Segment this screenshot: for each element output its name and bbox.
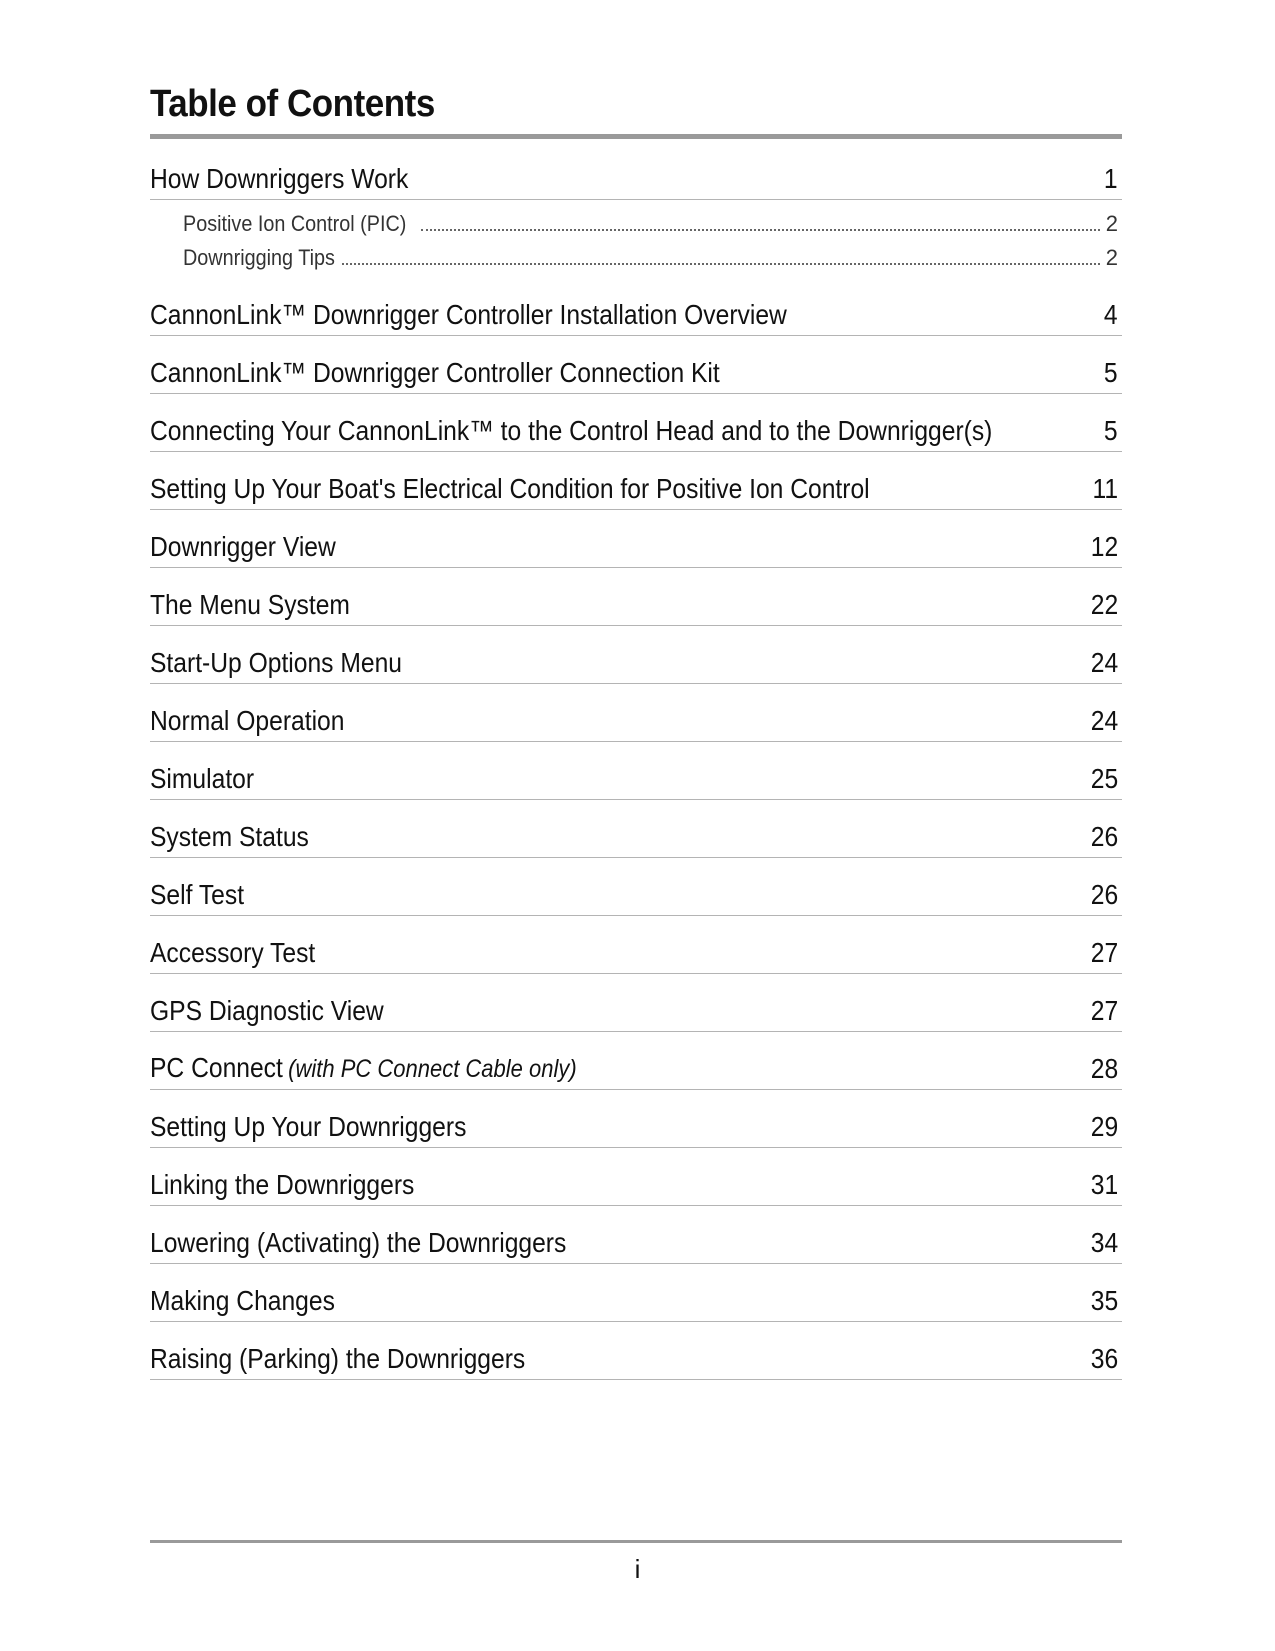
toc-entry-title: Lowering (Activating) the Downriggers — [150, 1227, 567, 1258]
toc-subentry-positive-ion-control[interactable] — [183, 204, 1122, 238]
toc-entry-system-status[interactable] — [150, 800, 1122, 858]
toc-entry-page: 26 — [1090, 821, 1118, 852]
toc-entry-menu-system[interactable] — [150, 568, 1122, 626]
toc-subentry-page: 2 — [1105, 245, 1118, 270]
toc-entry-page: 27 — [1090, 937, 1118, 968]
toc-entry-title-wrap — [150, 1051, 577, 1086]
toc-entry-page: 35 — [1090, 1285, 1118, 1316]
toc-entry-title: The Menu System — [150, 589, 350, 620]
table-of-contents — [150, 158, 1122, 1380]
toc-entry-page: 36 — [1090, 1343, 1118, 1374]
toc-entry-title: Setting Up Your Downriggers — [150, 1111, 467, 1142]
toc-entry-connecting-cannonlink[interactable] — [150, 394, 1122, 452]
toc-entry-page: 26 — [1090, 879, 1118, 910]
toc-entry-simulator[interactable] — [150, 742, 1122, 800]
toc-entry-title: Start-Up Options Menu — [150, 647, 402, 678]
toc-entry-title: Normal Operation — [150, 705, 345, 736]
toc-entry-self-test[interactable] — [150, 858, 1122, 916]
page-number: i — [634, 1554, 641, 1584]
footer-divider — [150, 1540, 1122, 1543]
toc-entry-title: Accessory Test — [150, 937, 316, 968]
dot-leader — [421, 229, 1100, 231]
toc-entry-making-changes[interactable] — [150, 1264, 1122, 1322]
toc-entry-title: Self Test — [150, 879, 245, 910]
toc-entry-lowering-downriggers[interactable] — [150, 1206, 1122, 1264]
toc-subentry-page: 2 — [1105, 211, 1118, 236]
toc-entry-page: 29 — [1090, 1111, 1118, 1142]
toc-subentry-title: Positive Ion Control (PIC) — [183, 211, 407, 236]
toc-entry-page: 5 — [1104, 357, 1118, 388]
toc-entry-title: Connecting Your CannonLink™ to the Control Head and to the Downrigger(s) — [150, 415, 993, 446]
toc-entry-title: Setting Up Your Boat's Electrical Condition for Positive Ion Control — [150, 473, 870, 504]
toc-entry-page: 1 — [1104, 163, 1118, 194]
page-title: Table of Contents — [150, 83, 435, 125]
toc-entry-electrical-condition[interactable] — [150, 452, 1122, 510]
toc-entry-raising-downriggers[interactable] — [150, 1322, 1122, 1380]
toc-entry-title: System Status — [150, 821, 309, 852]
toc-entry-page: 31 — [1090, 1169, 1118, 1200]
toc-entry-page: 24 — [1090, 705, 1118, 736]
dot-leader — [342, 263, 1100, 265]
toc-subentry-downrigging-tips[interactable] — [183, 238, 1122, 272]
title-divider — [150, 134, 1122, 139]
toc-entry-page: 22 — [1090, 589, 1118, 620]
toc-entry-page: 5 — [1104, 415, 1118, 446]
toc-entry-connection-kit[interactable] — [150, 336, 1122, 394]
toc-entry-title: Simulator — [150, 763, 255, 794]
toc-entry-installation-overview[interactable] — [150, 278, 1122, 336]
toc-entry-title: Raising (Parking) the Downriggers — [150, 1343, 526, 1374]
toc-entry-how-downriggers-work[interactable] — [150, 158, 1122, 200]
toc-entry-downrigger-view[interactable] — [150, 510, 1122, 568]
toc-entry-page: 11 — [1092, 473, 1118, 504]
toc-entry-page: 27 — [1090, 995, 1118, 1026]
toc-entry-page: 24 — [1090, 647, 1118, 678]
toc-entry-start-up-options[interactable] — [150, 626, 1122, 684]
toc-entry-title: How Downriggers Work — [150, 163, 409, 194]
toc-entry-title: PC Connect — [150, 1052, 283, 1083]
toc-entry-pc-connect[interactable] — [150, 1032, 1122, 1090]
toc-entry-page: 4 — [1104, 299, 1118, 330]
toc-entry-page: 28 — [1090, 1053, 1118, 1084]
toc-entry-title: CannonLink™ Downrigger Controller Installation Overview — [150, 299, 787, 330]
toc-entry-title: Downrigger View — [150, 531, 336, 562]
toc-entry-page: 34 — [1090, 1227, 1118, 1258]
toc-entry-normal-operation[interactable] — [150, 684, 1122, 742]
toc-entry-title: Linking the Downriggers — [150, 1169, 415, 1200]
toc-entry-accessory-test[interactable] — [150, 916, 1122, 974]
toc-entry-title: Making Changes — [150, 1285, 335, 1316]
toc-entry-title: CannonLink™ Downrigger Controller Connection Kit — [150, 357, 720, 388]
toc-subentries — [150, 200, 1122, 278]
toc-entry-page: 25 — [1090, 763, 1118, 794]
toc-subentry-title: Downrigging Tips — [183, 245, 335, 270]
toc-entry-gps-diagnostic-view[interactable] — [150, 974, 1122, 1032]
toc-entry-linking-downriggers[interactable] — [150, 1148, 1122, 1206]
toc-entry-note: (with PC Connect Cable only) — [288, 1055, 577, 1083]
toc-entry-title: GPS Diagnostic View — [150, 995, 384, 1026]
toc-entry-setting-up-downriggers[interactable] — [150, 1090, 1122, 1148]
toc-entry-page: 12 — [1090, 531, 1118, 562]
